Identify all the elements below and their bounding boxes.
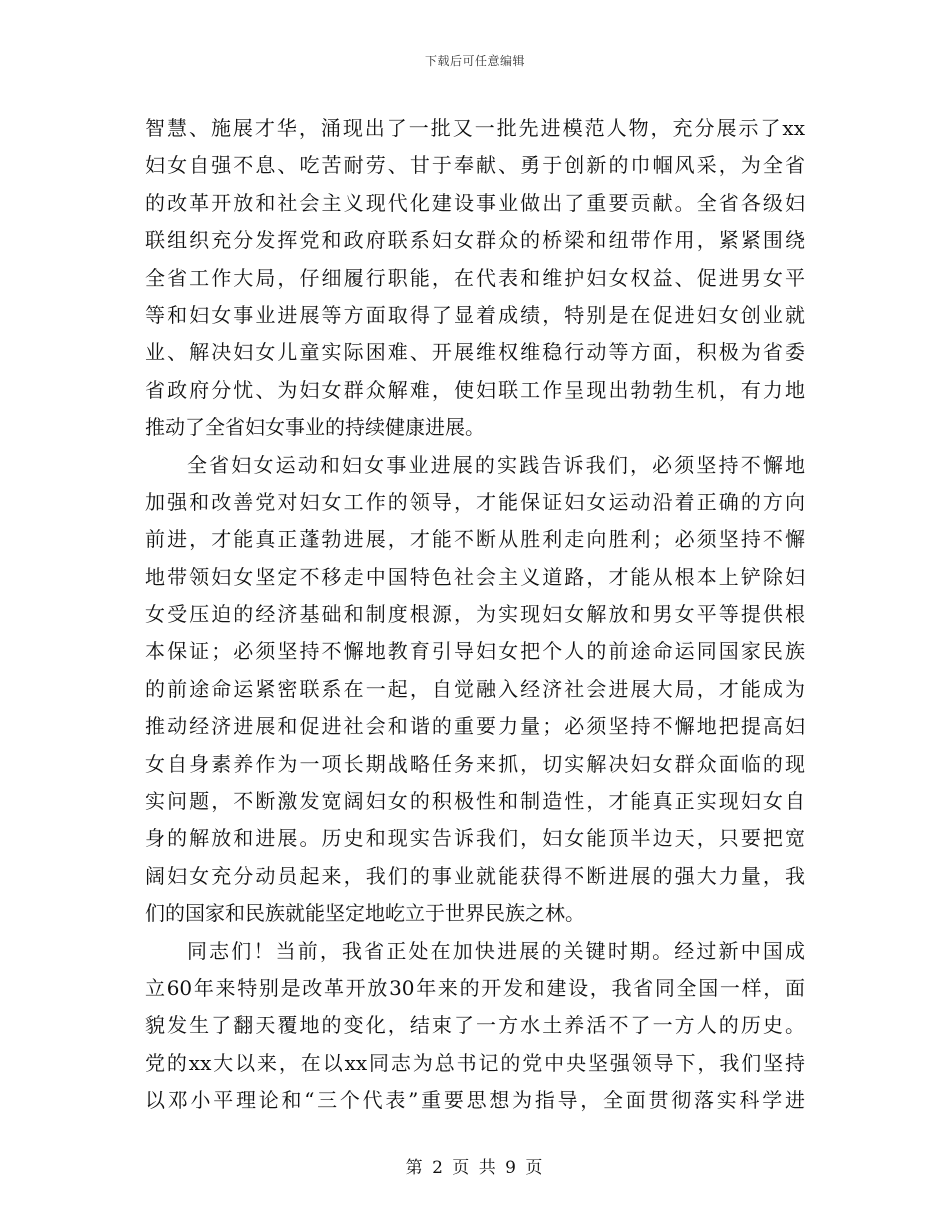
paragraph-1 (145, 110, 805, 447)
text-line: 全省工作大局，仔细履行职能，在代表和维护妇女权益、促进男女平 (145, 265, 805, 290)
text-line: 立60年来特别是改革开放30年来的开发和建设，我省同全国一样，面 (145, 975, 805, 1000)
text-line: 身的解放和进展。历史和现实告诉我们，妇女能顶半边天，只要把宽 (145, 826, 805, 851)
text-line: 前进，才能真正蓬勃进展，才能不断从胜利走向胜利；必须坚持不懈 (145, 527, 805, 552)
text-line: 加强和改善党对妇女工作的领导，才能保证妇女运动沿着正确的方向 (145, 489, 805, 514)
text-line: 女受压迫的经济基础和制度根源，为实现妇女解放和男女平等提供根 (145, 602, 805, 627)
text-line: 本保证；必须坚持不懈地教育引导妇女把个人的前途命运同国家民族 (145, 639, 805, 664)
text-line: 的前途命运紧密联系在一起，自觉融入经济社会进展大局，才能成为 (145, 676, 805, 701)
text-line: 女自身素养作为一项长期战略任务来抓，切实解决妇女群众面临的现 (145, 751, 805, 776)
paragraph-2 (145, 447, 805, 933)
text-line: 阔妇女充分动员起来，我们的事业就能获得不断进展的强大力量，我 (145, 863, 805, 888)
text-line: 省政府分忧、为妇女群众解难，使妇联工作呈现出勃勃生机，有力地 (145, 377, 805, 402)
document-body (145, 110, 805, 1120)
text-line: 等和妇女事业进展等方面取得了显着成绩，特别是在促进妇女创业就 (145, 302, 805, 327)
text-line: 们的国家和民族就能坚定地屹立于世界民族之林。 (145, 901, 585, 926)
text-line: 实问题，不断激发宽阔妇女的积极性和制造性，才能真正实现妇女自 (145, 789, 805, 814)
text-line: 联组织充分发挥党和政府联系妇女群众的桥梁和纽带作用，紧紧围绕 (145, 228, 805, 253)
text-line: 以邓小平理论和“三个代表”重要思想为指导，全面贯彻落实科学进 (145, 1088, 805, 1113)
page-header-note: 下载后可任意编辑 (424, 54, 525, 68)
text-line: 貌发生了翻天覆地的变化，结束了一方水土养活不了一方人的历史。 (145, 1013, 805, 1038)
page-number-footer: 第 2 页 共 9 页 (405, 1158, 545, 1178)
text-line: 推动经济进展和促进社会和谐的重要力量；必须坚持不懈地把提高妇 (145, 714, 805, 739)
text-line: 党的xx大以来，在以xx同志为总书记的党中央坚强领导下，我们坚持 (145, 1050, 805, 1075)
text-line: 妇女自强不息、吃苦耐劳、甘于奉献、勇于创新的巾帼风采，为全省 (145, 153, 805, 178)
text-line: 同志们！当前，我省正处在加快进展的关键时期。经过新中国成 (187, 938, 805, 963)
text-line: 智慧、施展才华，涌现出了一批又一批先进模范人物，充分展示了xx (145, 116, 805, 140)
text-line: 的改革开放和社会主义现代化建设事业做出了重要贡献。全省各级妇 (145, 190, 805, 215)
text-line: 业、解决妇女儿童实际困难、开展维权维稳行动等方面，积极为省委 (145, 340, 805, 365)
text-line: 全省妇女运动和妇女事业进展的实践告诉我们，必须坚持不懈地 (187, 452, 805, 477)
text-line: 推动了全省妇女事业的持续健康进展。 (145, 415, 485, 440)
paragraph-3 (145, 933, 805, 1120)
text-line: 地带领妇女坚定不移走中国特色社会主义道路，才能从根本上铲除妇 (145, 564, 805, 589)
